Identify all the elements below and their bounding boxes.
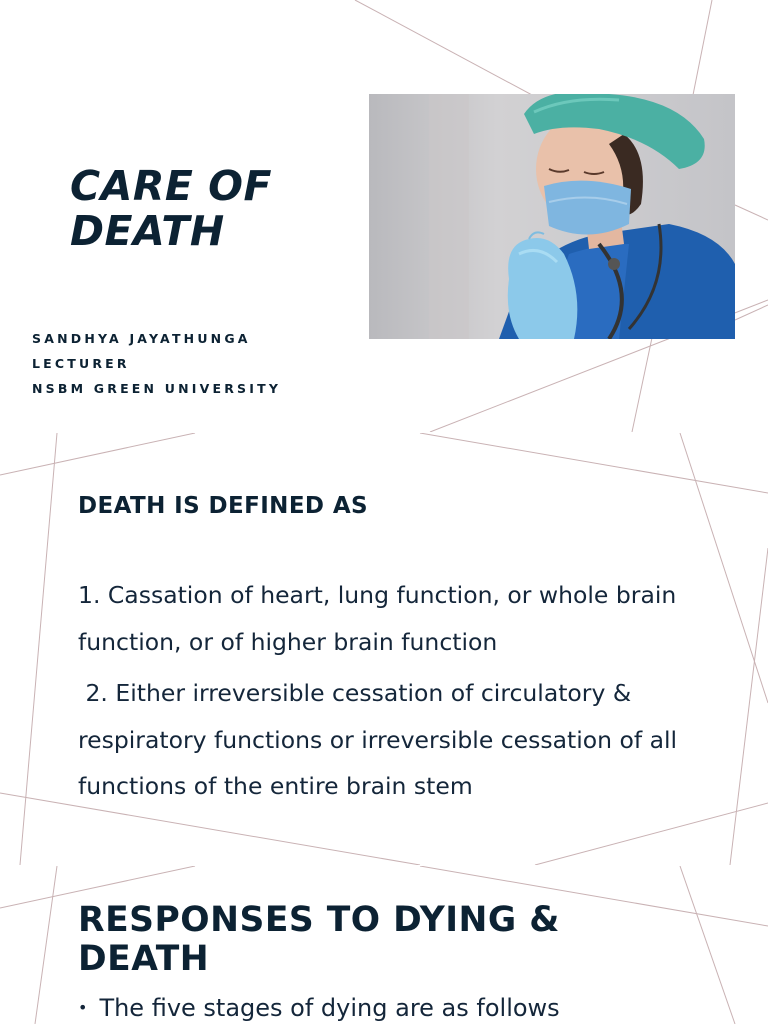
responses-heading	[78, 901, 560, 979]
slide-title	[0, 0, 768, 432]
definition-heading: DEATH IS DEFINED AS	[78, 493, 368, 519]
author-role: LECTURER	[32, 356, 130, 371]
presentation-title	[70, 164, 272, 254]
definition-item-2: 2. Either irreversible cessation of circulatory & respiratory functions or irreversible cessation of all functions of the entire brain stem	[78, 679, 685, 800]
author-org: NSBM GREEN UNIVERSITY	[32, 381, 282, 396]
definition-item-1: 1. Cassation of heart, lung function, or whole brain function, or of higher brain function	[78, 581, 677, 656]
title-line-1: CARE OF	[70, 162, 273, 210]
slide-definition	[0, 433, 768, 865]
slide-responses	[0, 866, 768, 1024]
bullet-item	[78, 994, 560, 1022]
responses-heading-line-1: RESPONSES TO DYING &	[78, 900, 560, 940]
bullet-text: The five stages of dying are as follows	[99, 994, 560, 1022]
title-line-2: DEATH	[70, 207, 225, 255]
bullet-icon: •	[78, 998, 88, 1017]
responses-heading-line-2: DEATH	[78, 939, 210, 979]
author-block	[32, 331, 281, 406]
nurse-praying-photo	[369, 94, 735, 339]
author-name: SANDHYA JAYATHUNGA	[32, 331, 251, 346]
